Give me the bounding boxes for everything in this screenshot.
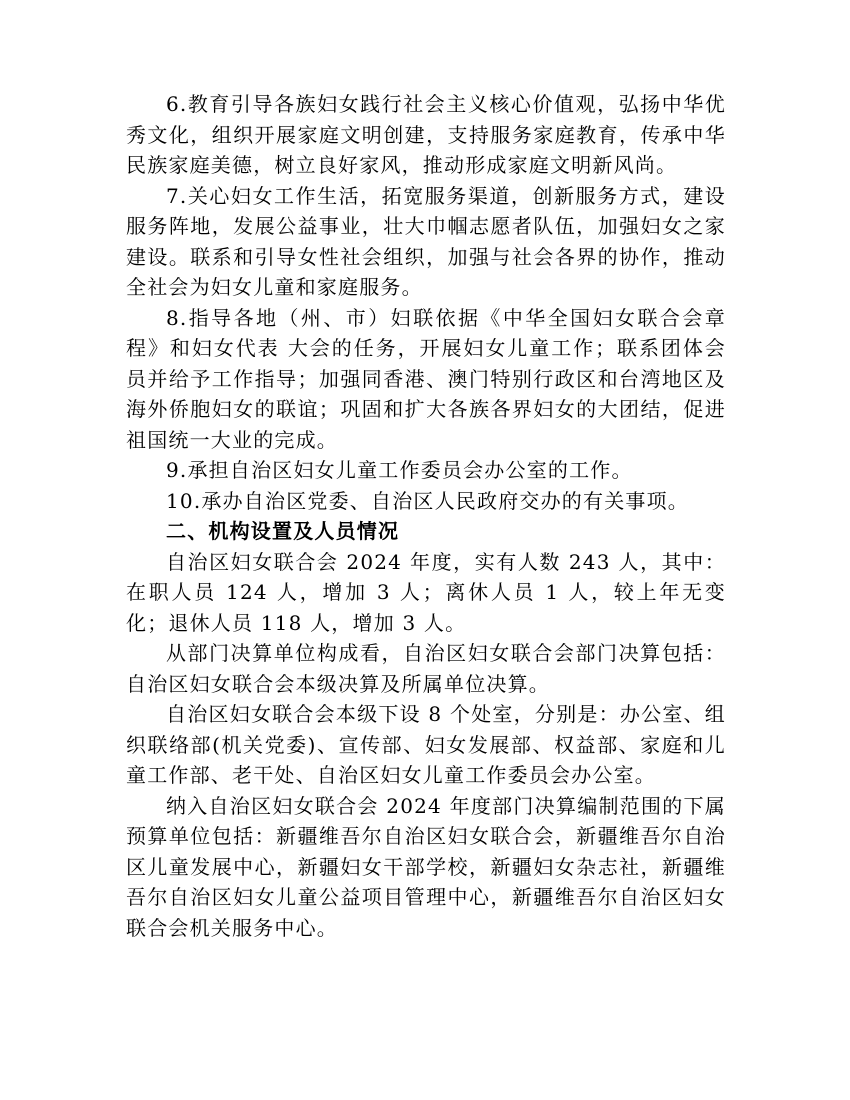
paragraph-unit-composition: 从部门决算单位构成看，自治区妇女联合会部门决算包括：自治区妇女联合会本级决算及所属单位决算。 xyxy=(126,641,726,696)
paragraph-item-7: 7.关心妇女工作生活，拓宽服务渠道，创新服务方式，建设服务阵地，发展公益事业，壮大巾帼志愿者队伍，加强妇女之家建设。联系和引导女性社会组织，加强与社会各界的协作，推动全社会为妇女儿童和家庭服务。 xyxy=(126,183,726,299)
paragraph-item-9: 9.承担自治区妇女儿童工作委员会办公室的工作。 xyxy=(166,458,633,482)
section-heading: 二、机构设置及人员情况 xyxy=(166,519,400,543)
paragraph-item-8: 8.指导各地（州、市）妇联依据《中华全国妇女联合会章程》和妇女代表 大会的任务，开展妇女儿童工作；联系团体会员并给予工作指导；加强同香港、澳门特别行政区和台湾地区及海外侨胞妇女的联谊；巩固和扩大各族各界妇女的大团结，促进祖国统一大业的完成。 xyxy=(126,305,726,452)
paragraph-subordinate-units: 纳入自治区妇女联合会 2024 年度部门决算编制范围的下属预算单位包括：新疆维吾尔自治区妇女联合会，新疆维吾尔自治区儿童发展中心，新疆妇女干部学校，新疆妇女杂志社，新疆维吾尔自治区妇女儿童公益项目管理中心，新疆维吾尔自治区妇女联合会机关服务中心。 xyxy=(126,793,726,940)
paragraph-item-10: 10.承办自治区党委、自治区人民政府交办的有关事项。 xyxy=(166,488,690,513)
paragraph-staffing: 自治区妇女联合会 2024 年度，实有人数 243 人，其中：在职人员 124 人，增加 3 人；离休人员 1 人，较上年无变化；退休人员 118 人，增加 3 人。 xyxy=(126,549,726,635)
paragraph-item-6: 6.教育引导各族妇女践行社会主义核心价值观，弘扬中华优秀文化，组织开展家庭文明创建，支持服务家庭教育，传承中华民族家庭美德，树立良好家风，推动形成家庭文明新风尚。 xyxy=(126,92,726,177)
document-body xyxy=(126,89,726,943)
paragraph-departments: 自治区妇女联合会本级下设 8 个处室，分别是：办公室、组织联络部(机关党委)、宣传部、妇女发展部、权益部、家庭和儿童工作部、老干处、自治区妇女儿童工作委员会办公室。 xyxy=(126,702,726,787)
